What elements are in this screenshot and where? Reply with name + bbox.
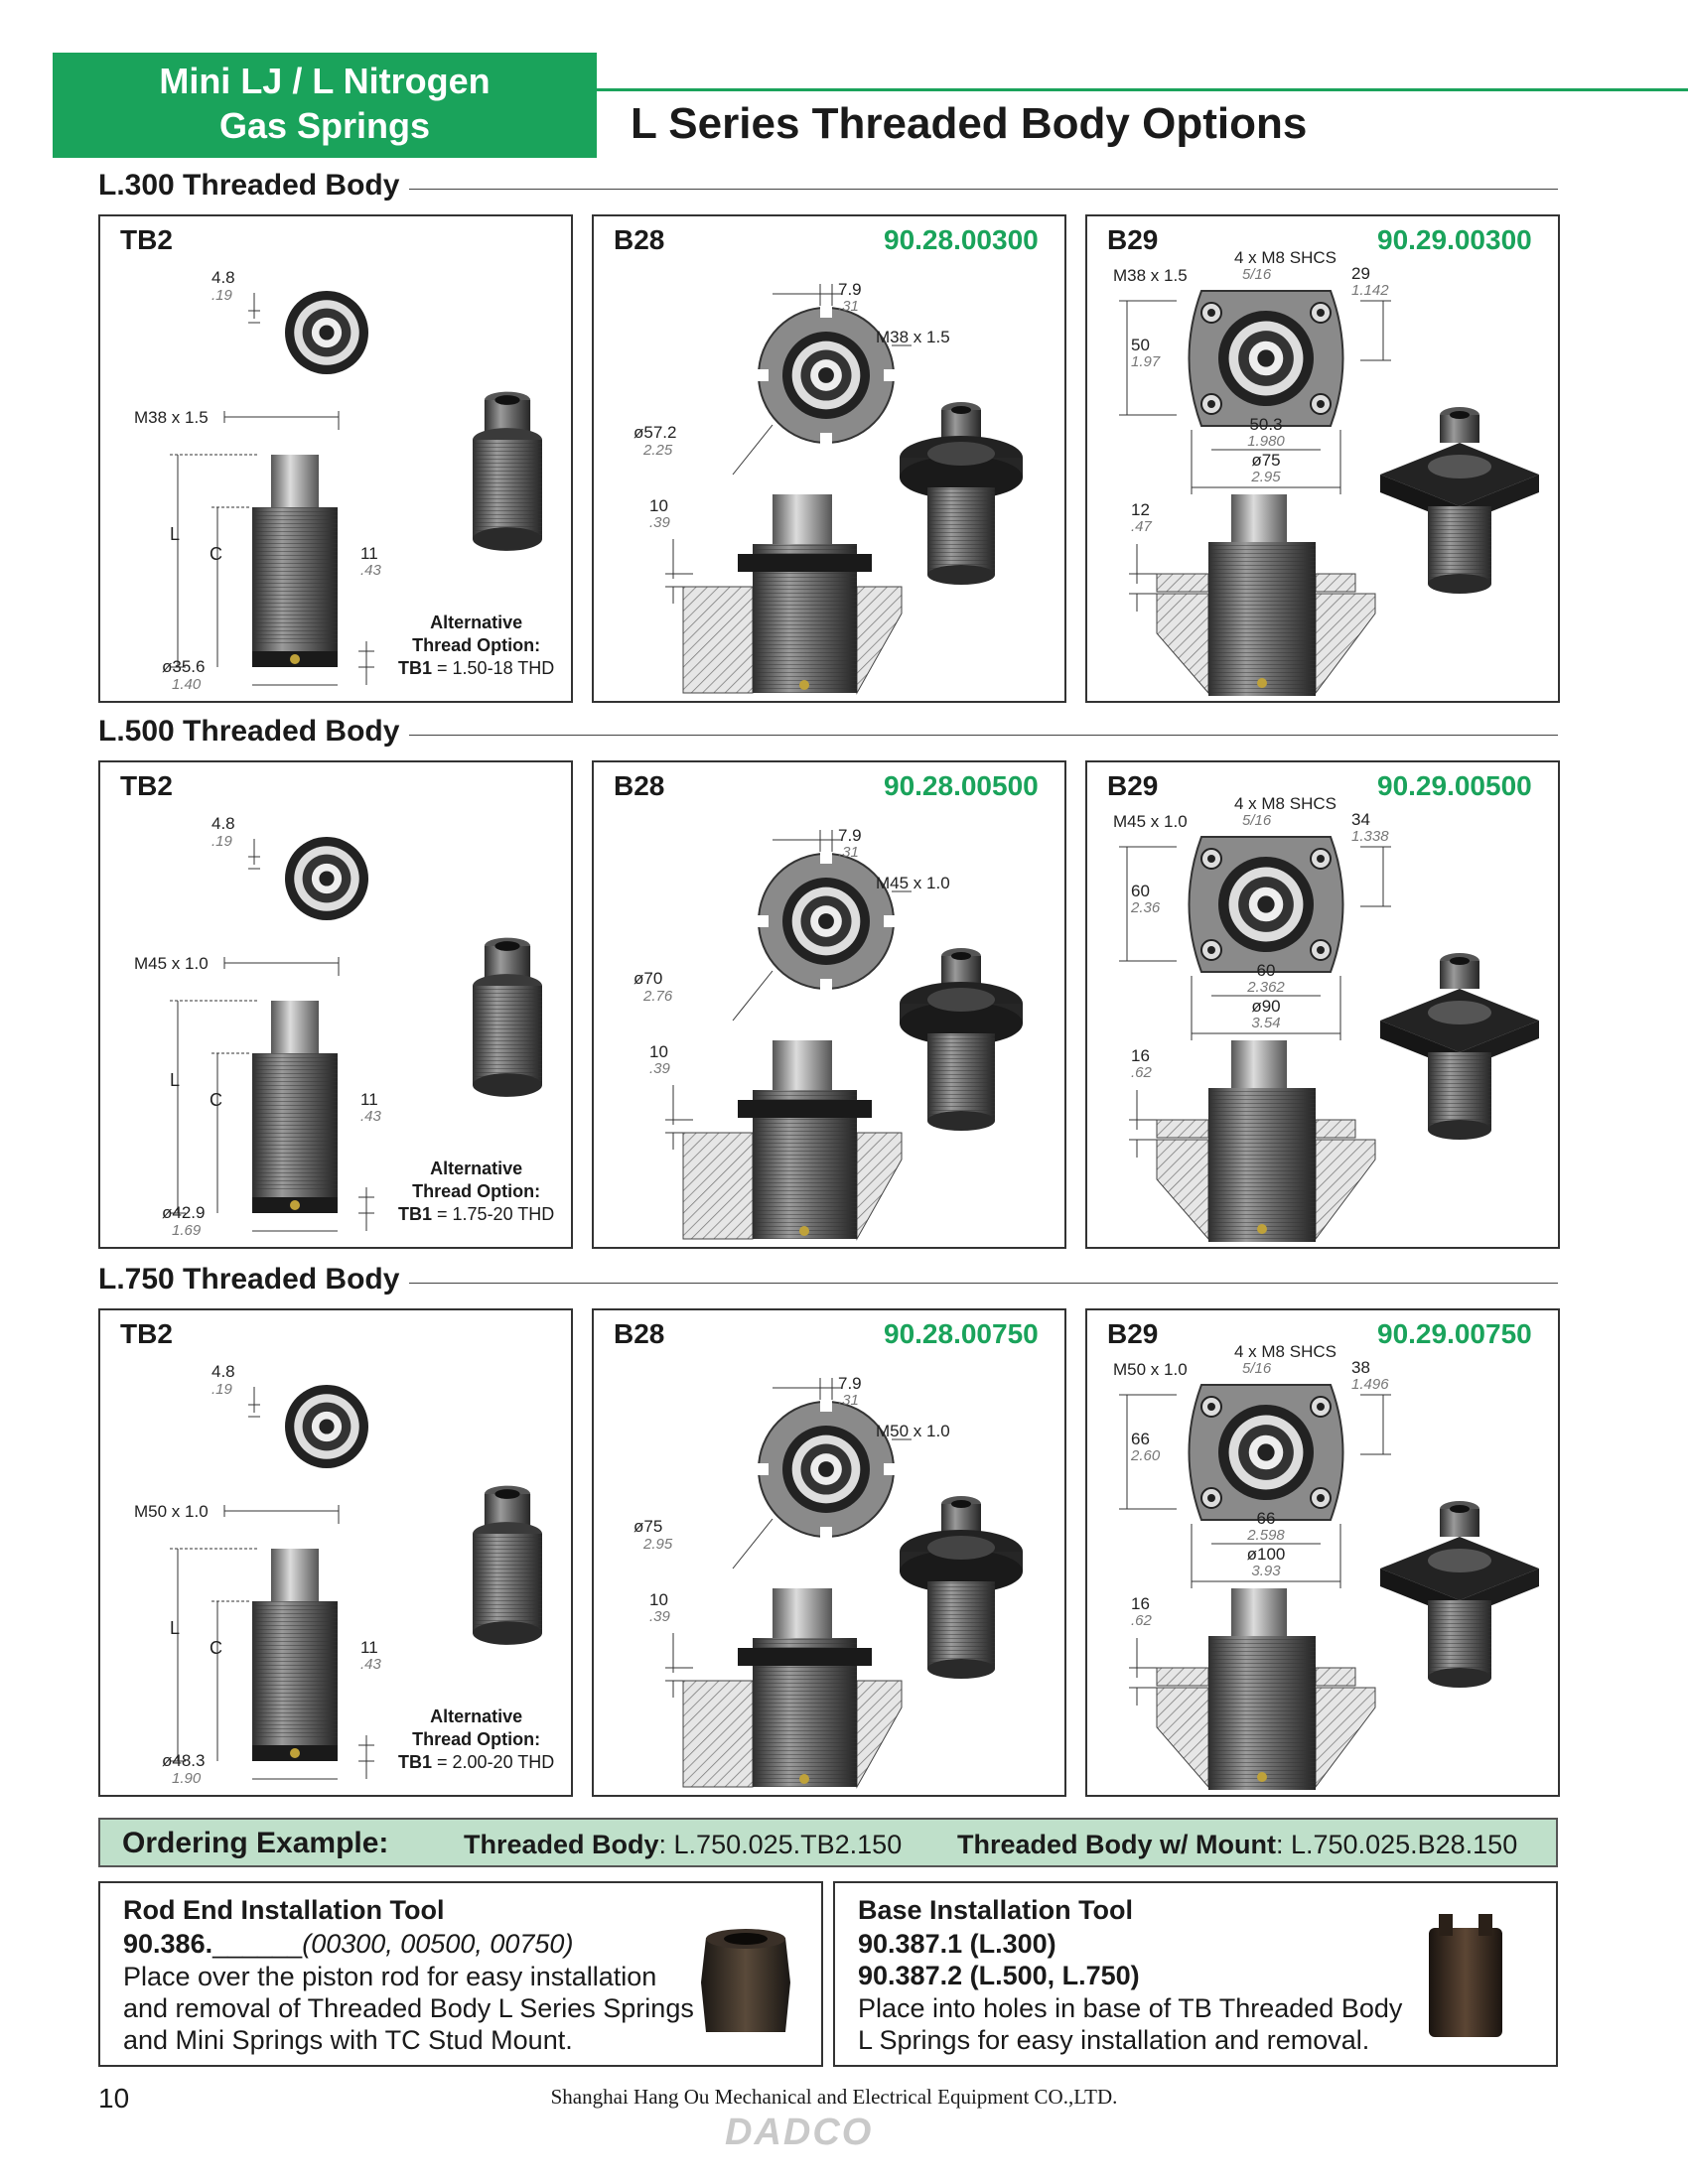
- base-tool-desc-1: Place into holes in base of TB Threaded Body: [858, 1993, 1403, 2023]
- b29-bottom-dim: 66: [1256, 1509, 1276, 1528]
- tb2-dia-inch: 1.90: [172, 1770, 202, 1787]
- footer-brand-logo: DADCO: [725, 2112, 874, 2153]
- tb2-C-label: C: [210, 1090, 222, 1110]
- alt-line3: [398, 657, 554, 680]
- b28-dia-inch: 2.25: [643, 442, 673, 459]
- b28-thread-label: M38 x 1.5: [876, 328, 950, 346]
- b29-dia-inch: 3.54: [1251, 1015, 1281, 1031]
- b29-right-dim: 29: [1351, 264, 1370, 283]
- b29-dia-inch: 2.95: [1251, 469, 1281, 485]
- alt-line3: [398, 1751, 554, 1774]
- tb2-dia: ø35.6: [162, 657, 206, 676]
- tb2-top-dim: 4.8: [211, 1362, 235, 1381]
- tb2-top-dim-inch: .19: [211, 833, 232, 850]
- b29-shcs-inch: 5/16: [1242, 1360, 1272, 1377]
- tb2-alt-thread: [398, 1706, 554, 1774]
- tb2-alt-thread: [398, 612, 554, 680]
- b29-thread-label: M50 x 1.0: [1113, 1360, 1188, 1379]
- alt-line2: Thread Option:: [412, 1181, 541, 1201]
- b29-right-dim-inch: 1.496: [1351, 1376, 1389, 1393]
- b29-left-dim: 50: [1131, 336, 1150, 354]
- b28-top-dim: 7.9: [838, 1374, 862, 1393]
- panel-label: TB2: [120, 224, 173, 255]
- tb2-L-label: L: [170, 1070, 181, 1090]
- tb2-side-dim: 11: [360, 544, 378, 563]
- b29-dia: ø75: [1251, 451, 1281, 470]
- panel-label: B29: [1107, 224, 1159, 255]
- alt-prefix: TB1: [398, 1752, 433, 1772]
- tb2-panel: [98, 1308, 573, 1797]
- b28-depth-inch: .39: [649, 1060, 670, 1077]
- panel-label: B29: [1107, 1318, 1159, 1349]
- tb2-iso-image: [468, 931, 547, 1120]
- b29-part-number: 90.29.00750: [1377, 1318, 1532, 1349]
- ordering-tb-value: : L.750.025.TB2.150: [658, 1830, 903, 1859]
- ordering-tb-label: Threaded Body: [464, 1830, 659, 1859]
- b29-right-dim: 34: [1351, 810, 1370, 829]
- tb2-panel: [98, 214, 573, 703]
- b29-left-dim-inch: 2.36: [1131, 899, 1161, 916]
- tb2-alt-thread: [398, 1158, 554, 1226]
- b29-panel: [1085, 1308, 1560, 1797]
- b28-section-view: [653, 1588, 912, 1797]
- b29-left-dim-inch: 2.60: [1131, 1447, 1161, 1464]
- b29-depth: 12: [1131, 500, 1150, 519]
- b28-iso-image: [882, 936, 1041, 1155]
- section-header: [98, 167, 1558, 206]
- ordering-mount-value: : L.750.025.B28.150: [1276, 1830, 1518, 1859]
- base-tool-box: [833, 1881, 1558, 2067]
- tb2-C-label: C: [210, 1638, 222, 1658]
- b28-panel: [592, 214, 1066, 703]
- rod-tool-image: [696, 1923, 795, 2042]
- b29-shcs: 4 x M8 SHCS: [1234, 1342, 1336, 1361]
- rod-end-tool-box: [98, 1881, 823, 2067]
- tb2-side-dim: 11: [360, 1090, 378, 1109]
- tb2-side-dim-inch: .43: [360, 562, 381, 579]
- b29-bottom-dim-inch: 1.980: [1247, 433, 1285, 450]
- page-number: 10: [98, 2083, 130, 2114]
- b29-depth: 16: [1131, 1046, 1150, 1065]
- b28-top-dim-inch: .31: [838, 298, 859, 315]
- b29-bottom-dim-inch: 2.362: [1247, 979, 1285, 996]
- b29-iso-image: [1370, 946, 1549, 1155]
- b29-bottom-dim: 50.3: [1249, 415, 1283, 434]
- tb2-L-label: L: [170, 1618, 181, 1638]
- b28-part-number: 90.28.00750: [884, 1318, 1039, 1349]
- alt-value: = 1.50-18 THD: [432, 658, 555, 678]
- b28-thread-label: M50 x 1.0: [876, 1422, 950, 1440]
- b28-depth-inch: .39: [649, 514, 670, 531]
- header-title-line1: Mini LJ / L Nitrogen: [159, 61, 491, 101]
- footer-company: Shanghai Hang Ou Mechanical and Electrical Equipment CO.,LTD.: [550, 2085, 1118, 2109]
- b28-part-number: 90.28.00300: [884, 224, 1039, 255]
- b28-depth: 10: [649, 496, 668, 515]
- b29-depth: 16: [1131, 1594, 1150, 1613]
- tb2-top-dim-inch: .19: [211, 287, 232, 304]
- b29-depth-inch: .62: [1131, 1064, 1152, 1081]
- panel-label: B28: [614, 224, 665, 255]
- tb2-side-dim-inch: .43: [360, 1108, 381, 1125]
- b28-thread-label: M45 x 1.0: [876, 874, 950, 892]
- base-tool-part-1: 90.387.1 (L.300): [858, 1929, 1056, 1959]
- b28-dia: ø57.2: [633, 423, 677, 442]
- b29-thread-label: M38 x 1.5: [1113, 266, 1188, 285]
- base-tool-title: Base Installation Tool: [858, 1895, 1134, 1925]
- b29-dia-inch: 3.93: [1251, 1563, 1281, 1579]
- tb2-thread-label: M45 x 1.0: [134, 954, 209, 973]
- b29-bottom-dim-inch: 2.598: [1247, 1527, 1285, 1544]
- section-title: L.300 Threaded Body: [98, 169, 409, 203]
- alt-prefix: TB1: [398, 658, 433, 678]
- tb2-side-dim-inch: .43: [360, 1656, 381, 1673]
- b29-iso-image: [1370, 1494, 1549, 1703]
- b28-iso-image: [882, 1484, 1041, 1703]
- alt-line1: Alternative: [430, 1706, 523, 1726]
- tb2-thread-label: M50 x 1.0: [134, 1502, 209, 1521]
- page-title: L Series Threaded Body Options: [631, 99, 1308, 148]
- b29-dia: ø90: [1251, 997, 1281, 1016]
- tb2-C-label: C: [210, 544, 222, 564]
- section-title: L.750 Threaded Body: [98, 1263, 409, 1297]
- alt-line1: Alternative: [430, 613, 523, 632]
- b29-right-dim: 38: [1351, 1358, 1370, 1377]
- b29-shcs-inch: 5/16: [1242, 266, 1272, 283]
- rod-tool-part-number: 90.386.: [123, 1929, 213, 1959]
- alt-prefix: TB1: [398, 1204, 433, 1224]
- b29-right-dim-inch: 1.142: [1351, 282, 1389, 299]
- b29-part-number: 90.29.00500: [1377, 770, 1532, 801]
- b28-top-dim-inch: .31: [838, 844, 859, 861]
- alt-value: = 2.00-20 THD: [432, 1752, 555, 1772]
- b29-thread-label: M45 x 1.0: [1113, 812, 1188, 831]
- b28-panel: [592, 760, 1066, 1249]
- tb2-top-dim: 4.8: [211, 814, 235, 833]
- alt-line1: Alternative: [430, 1159, 523, 1178]
- b29-depth-inch: .47: [1131, 518, 1152, 535]
- header-rule: [597, 88, 1688, 91]
- panel-label: B28: [614, 770, 665, 801]
- b29-shcs-inch: 5/16: [1242, 812, 1272, 829]
- b28-dia: ø70: [633, 969, 663, 988]
- tb2-dia: ø48.3: [162, 1751, 206, 1770]
- b28-dia-inch: 2.76: [643, 988, 673, 1005]
- tb2-side-dim: 11: [360, 1638, 378, 1657]
- b29-left-dim-inch: 1.97: [1131, 353, 1161, 370]
- b29-depth-inch: .62: [1131, 1612, 1152, 1629]
- b28-panel: [592, 1308, 1066, 1797]
- b29-iso-image: [1370, 400, 1549, 609]
- rod-tool-desc-1: Place over the piston rod for easy installation: [123, 1962, 657, 1991]
- tb2-thread-label: M38 x 1.5: [134, 408, 209, 427]
- rod-tool-part: [123, 1928, 573, 1960]
- ordering-example-bar: [98, 1818, 1558, 1867]
- section-title: L.500 Threaded Body: [98, 715, 409, 749]
- tb2-panel: [98, 760, 573, 1249]
- base-tool-part-2: 90.387.2 (L.500, L.750): [858, 1961, 1140, 1990]
- b28-section-view: [653, 494, 912, 703]
- base-tool-image: [1421, 1908, 1510, 2057]
- tb2-dia-inch: 1.40: [172, 676, 202, 693]
- tb2-L-label: L: [170, 524, 181, 544]
- b29-panel: [1085, 760, 1560, 1249]
- rod-tool-desc-3: and Mini Springs with TC Stud Mount.: [123, 2025, 573, 2055]
- ordering-threaded-body: [464, 1830, 902, 1860]
- b28-depth: 10: [649, 1590, 668, 1609]
- b28-top-dim: 7.9: [838, 826, 862, 845]
- b29-left-dim: 60: [1131, 882, 1150, 900]
- b29-section-view: [1117, 494, 1375, 703]
- panel-label: TB2: [120, 1318, 173, 1349]
- alt-line3: [398, 1203, 554, 1226]
- section-header: [98, 1261, 1558, 1300]
- rod-tool-blank: ______: [212, 1929, 303, 1959]
- b29-left-dim: 66: [1131, 1430, 1150, 1448]
- b29-dia: ø100: [1246, 1545, 1286, 1564]
- ordering-label: Ordering Example:: [122, 1827, 389, 1859]
- b29-part-number: 90.29.00300: [1377, 224, 1532, 255]
- alt-line2: Thread Option:: [412, 635, 541, 655]
- b28-part-number: 90.28.00500: [884, 770, 1039, 801]
- b29-shcs: 4 x M8 SHCS: [1234, 248, 1336, 267]
- tb2-top-dim: 4.8: [211, 268, 235, 287]
- b28-top-dim: 7.9: [838, 280, 862, 299]
- b28-top-dim-inch: .31: [838, 1392, 859, 1409]
- ordering-mount-label: Threaded Body w/ Mount: [957, 1830, 1276, 1859]
- b28-dia-inch: 2.95: [643, 1536, 673, 1553]
- rod-tool-title: Rod End Installation Tool: [123, 1895, 445, 1925]
- rod-tool-desc-2: and removal of Threaded Body L Series Springs: [123, 1993, 694, 2023]
- rod-tool-options: (00300, 00500, 00750): [302, 1929, 574, 1959]
- header-title-line2: Gas Springs: [218, 105, 431, 146]
- ordering-threaded-body-mount: [957, 1830, 1517, 1860]
- alt-line2: Thread Option:: [412, 1729, 541, 1749]
- section-header: [98, 713, 1558, 752]
- b29-section-view: [1117, 1588, 1375, 1797]
- tb2-top-dim-inch: .19: [211, 1381, 232, 1398]
- panel-label: B29: [1107, 770, 1159, 801]
- panel-label: B28: [614, 1318, 665, 1349]
- b29-panel: [1085, 214, 1560, 703]
- b28-depth: 10: [649, 1042, 668, 1061]
- header-title-block: [53, 53, 597, 158]
- b29-right-dim-inch: 1.338: [1351, 828, 1389, 845]
- tb2-dia: ø42.9: [162, 1203, 206, 1222]
- tb2-iso-image: [468, 385, 547, 574]
- b28-iso-image: [882, 390, 1041, 609]
- b29-section-view: [1117, 1040, 1375, 1249]
- alt-value: = 1.75-20 THD: [432, 1204, 555, 1224]
- base-tool-desc-2: L Springs for easy installation and removal.: [858, 2025, 1370, 2055]
- panel-label: TB2: [120, 770, 173, 801]
- b29-bottom-dim: 60: [1256, 961, 1276, 980]
- b28-section-view: [653, 1040, 912, 1249]
- b28-depth-inch: .39: [649, 1608, 670, 1625]
- b28-dia: ø75: [633, 1517, 663, 1536]
- b29-shcs: 4 x M8 SHCS: [1234, 794, 1336, 813]
- tb2-iso-image: [468, 1479, 547, 1668]
- tb2-dia-inch: 1.69: [172, 1222, 202, 1239]
